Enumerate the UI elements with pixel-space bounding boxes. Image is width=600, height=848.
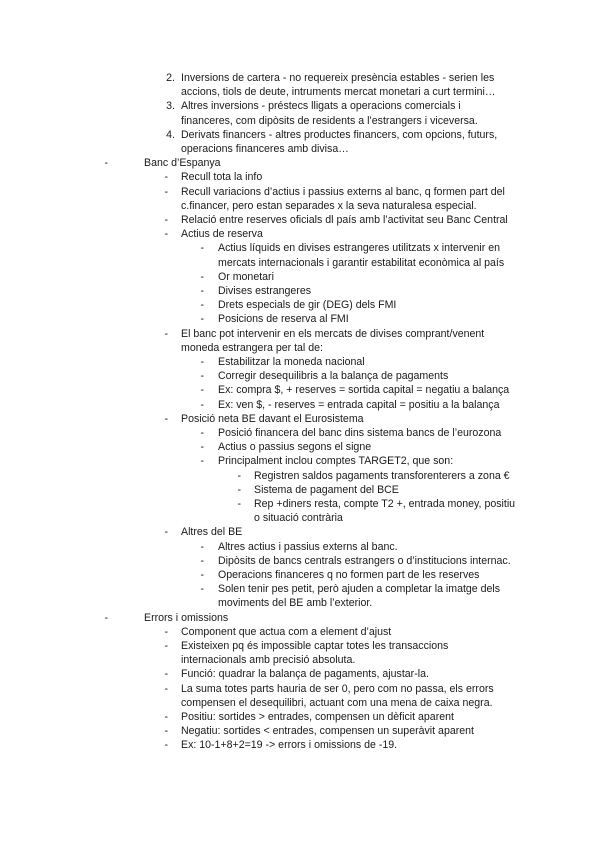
text-line: moviments del BE amb l’exterior. — [218, 597, 373, 610]
section-title: Banc d’Espanya — [144, 157, 221, 170]
bullet-marker: - — [200, 455, 204, 468]
text-line: Negatiu: sortides < entrades, compensen un superàvit aparent — [181, 725, 474, 738]
bullet-marker: - — [200, 554, 204, 567]
bullet-marker: - — [200, 356, 204, 368]
text-line: Existeixen pq és impossible captar totes les transaccions — [181, 640, 449, 652]
text-line: Estabilitzar la moneda nacional — [218, 356, 365, 368]
text-line: o situació contrària — [254, 512, 343, 525]
text-line: Actius o passius segons el signe — [218, 441, 372, 454]
bullet-marker: - — [164, 327, 168, 340]
bullet-marker: - — [164, 682, 168, 695]
text-line: Posició neta BE davant el Eurosistema — [181, 412, 364, 425]
bullet-marker: - — [200, 441, 204, 454]
text-line: Posició financera del banc dins sistema bancs de l’eurozona — [218, 427, 502, 439]
section-title: Errors i omissions — [144, 611, 229, 624]
bullet-marker: - — [164, 668, 168, 681]
bullet-marker: - — [200, 427, 204, 439]
text-line: Ex: 10-1+8+2=19 -> errors i omissions de -19. — [181, 739, 398, 752]
text-line: internacionals amb precisió absoluta. — [181, 654, 356, 667]
text-line: Altres inversions - préstecs lligats a operacions comercials i — [181, 100, 461, 113]
text-line: Altres actius i passius externs al banc. — [218, 540, 398, 553]
text-line: Principalment inclou comptes TARGET2, que son: — [218, 455, 454, 468]
text-line: operacions financeres amb divisa… — [181, 143, 349, 155]
text-line: Funció: quadrar la balança de pagaments, ajustar-la. — [181, 668, 429, 681]
bullet-marker: - — [200, 540, 204, 553]
text-line: c.financer, pero estan separades x la seva naturalesa especial. — [181, 199, 477, 212]
bullet-marker: - — [164, 725, 168, 738]
bullet-marker: - — [200, 299, 204, 312]
text-line: financeres, com dipòsits de residents a l’estrangers i viceversa. — [181, 114, 478, 127]
list-number: 2. — [166, 72, 175, 84]
bullet-marker: - — [200, 270, 204, 283]
bullet-marker: - — [104, 611, 108, 624]
text-line: Recull tota la info — [181, 171, 263, 184]
bullet-marker: - — [164, 171, 168, 184]
text-line: Ex: ven $, - reserves = entrada capital = positiu a la balança — [218, 398, 500, 411]
list-number: 3. — [166, 100, 175, 113]
bullet-marker: - — [200, 583, 204, 596]
bullet-marker: - — [237, 469, 241, 482]
text-line: Registren saldos pagaments transforenterers a zona € — [254, 469, 510, 482]
bullet-marker: - — [164, 640, 168, 652]
text-line: Actius líquids en divises estrangeres utilitzats x intervenir en — [218, 242, 501, 255]
text-line: Or monetari — [218, 270, 274, 283]
bullet-marker: - — [200, 398, 204, 411]
bullet-marker: - — [237, 498, 241, 510]
bullet-marker: - — [200, 242, 204, 255]
bullet-marker: - — [164, 526, 168, 539]
text-line: Corregir desequilibris a la balança de pagaments — [218, 370, 449, 383]
text-line: mercats internacionals i garantir estabilitat econòmica al país — [218, 256, 505, 269]
text-line: Posicions de reserva al FMI — [218, 313, 349, 326]
text-line: Operacions financeres q no formen part de les reserves — [218, 569, 480, 581]
text-line: Rep +diners resta, compte T2 +, entrada money, positiu — [254, 498, 516, 510]
list-number: 4. — [166, 128, 175, 141]
bullet-marker: - — [164, 711, 168, 723]
text-line: La suma totes parts hauria de ser 0, pero com no passa, els errors — [181, 682, 494, 695]
bullet-marker: - — [237, 483, 241, 496]
text-line: El banc pot intervenir en els mercats de divises comprant/venent — [181, 327, 485, 340]
bullet-marker: - — [200, 313, 204, 326]
text-line: Altres del BE — [181, 526, 243, 539]
text-line: Recull variacions d’actius i passius externs al banc, q formen part del — [181, 185, 505, 198]
bullet-marker: - — [200, 384, 204, 397]
text-line: Drets especials de gir (DEG) dels FMI — [218, 299, 397, 312]
text-line: Actius de reserva — [181, 228, 263, 241]
text-line: Derivats financers - altres productes financers, com opcions, futurs, — [181, 128, 498, 141]
text-line: Relació entre reserves oficials dl país amb l’activitat seu Banc Central — [181, 214, 508, 226]
bullet-marker: - — [164, 185, 168, 198]
text-line: Divises estrangeres — [218, 285, 312, 297]
text-line: Inversions de cartera - no requereix presència estables - serien les — [181, 72, 495, 84]
bullet-marker: - — [164, 412, 168, 425]
text-line: accions, tiols de deute, intruments mercat monetari a curt termini… — [181, 86, 496, 99]
text-line: moneda estrangera per tal de: — [181, 341, 323, 354]
text-line: Dipòsits de bancs centrals estrangers o d’institucions internac. — [218, 554, 511, 567]
text-line: Component que actua com a element d’ajust — [181, 625, 392, 638]
text-line: Ex: compra $, + reserves = sortida capital = negatiu a balança — [218, 384, 510, 397]
text-line: Solen tenir pes petit, però ajuden a completar la imatge dels — [218, 583, 501, 596]
bullet-marker: - — [104, 157, 108, 170]
bullet-marker: - — [164, 228, 168, 241]
bullet-marker: - — [200, 569, 204, 581]
bullet-marker: - — [164, 625, 168, 638]
text-line: Sistema de pagament del BCE — [254, 483, 399, 496]
bullet-marker: - — [164, 739, 168, 752]
bullet-marker: - — [164, 214, 168, 226]
bullet-marker: - — [200, 370, 204, 383]
bullet-marker: - — [200, 285, 204, 297]
text-line: Positiu: sortides > entrades, compensen un dèficit aparent — [181, 711, 454, 723]
text-line: compensen el desequilibri, actuant com una mena de caixa negra. — [181, 696, 493, 709]
